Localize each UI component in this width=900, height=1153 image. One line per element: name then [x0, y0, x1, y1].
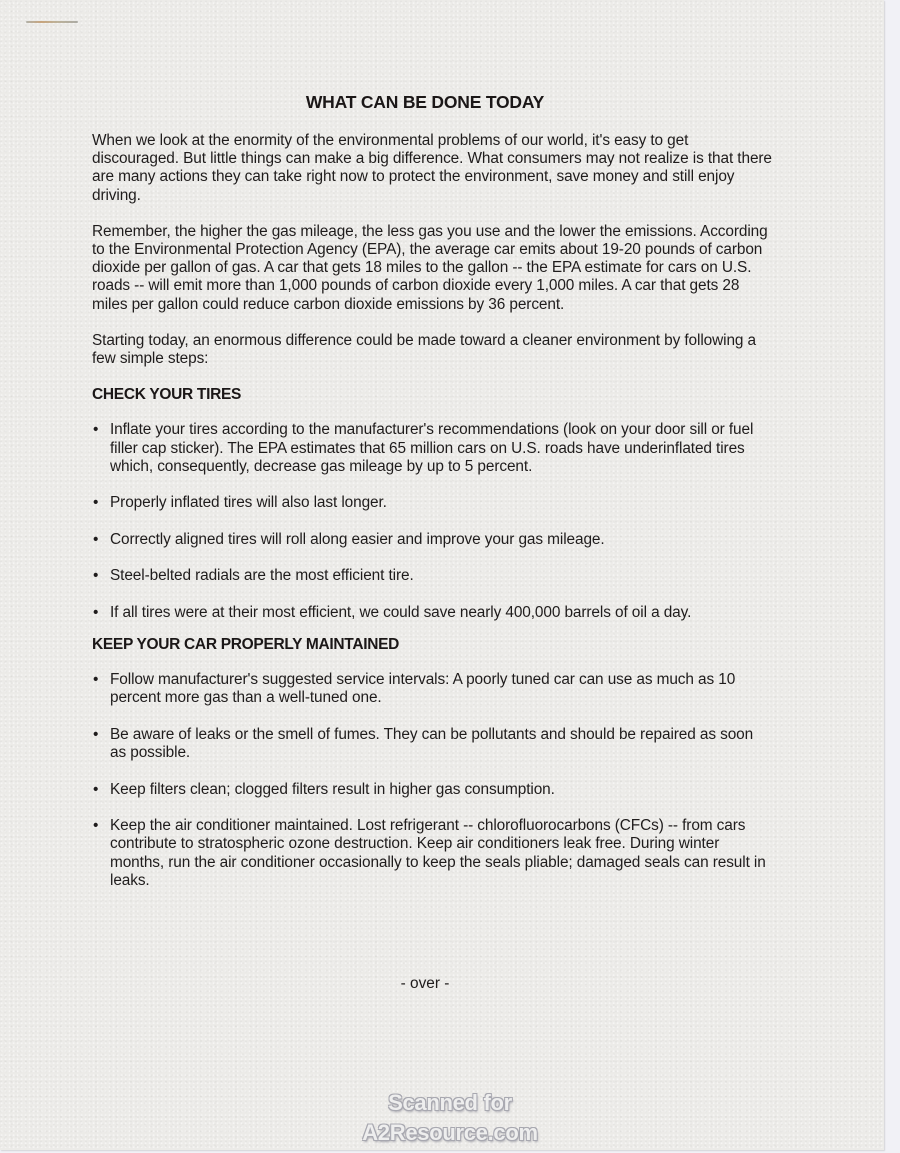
section-heading: CHECK YOUR TIRES: [92, 386, 242, 404]
page-continuation-note: - over -: [400, 975, 450, 992]
list-item: [92, 604, 772, 622]
section-check-tires: [92, 386, 772, 622]
bullet-list: [92, 421, 772, 622]
bullet-icon: •: [93, 817, 99, 835]
bullet-list: [92, 671, 772, 890]
scan-watermark: [330, 1088, 570, 1148]
page-title: WHAT CAN BE DONE TODAY: [305, 92, 545, 112]
bullet-icon: •: [93, 603, 99, 621]
list-item-text: Keep filters clean; clogged filters result in higher gas consumption.: [110, 780, 555, 798]
list-item-text: Correctly aligned tires will roll along easier and improve your gas mileage.: [110, 530, 605, 548]
intro-paragraph-1: When we look at the enormity of the environmental problems of our world, it's easy to get discouraged. But little things can make a big difference. What consumers may not realize is that there are many actions they can take right now to protect the environment, save money and still enjoy driving.: [92, 132, 772, 204]
bullet-icon: •: [93, 530, 99, 548]
bullet-icon: •: [93, 725, 99, 743]
list-item: [92, 494, 772, 512]
bullet-icon: •: [93, 494, 99, 512]
bullet-icon: •: [93, 421, 99, 439]
list-item-text: Keep the air conditioner maintained. Lost refrigerant -- chlorofluorocarbons (CFCs) -- from cars contribute to stratospheric ozone destruction. Keep air conditioners leak free. During winter months, run the air conditioner occasionally to keep the seals pliable; damaged seals can result in leaks.: [110, 817, 766, 889]
scan-scratch-mark: [26, 21, 78, 23]
list-item-text: Follow manufacturer's suggested service intervals: A poorly tuned car can use as much as 10 percent more gas than a well-tuned one.: [110, 671, 736, 707]
list-item-text: Properly inflated tires will also last longer.: [110, 494, 387, 512]
document-body: [92, 132, 772, 908]
list-item: [92, 531, 772, 549]
list-item: [92, 781, 772, 799]
intro-paragraph-3: Starting today, an enormous difference could be made toward a cleaner environment by following a few simple steps:: [92, 331, 756, 368]
section-maintenance: [92, 636, 772, 890]
watermark-line-2: A2Resource.com: [362, 1120, 538, 1145]
list-item: [92, 817, 772, 890]
bullet-icon: •: [93, 780, 99, 798]
list-item: [92, 421, 772, 476]
section-heading: KEEP YOUR CAR PROPERLY MAINTAINED: [92, 636, 400, 654]
list-item: [92, 671, 772, 707]
list-item-text: If all tires were at their most efficient, we could save nearly 400,000 barrels of oil a day.: [110, 603, 692, 621]
list-item: [92, 726, 772, 762]
list-item-text: Inflate your tires according to the manufacturer's recommendations (look on your door sill or fuel filler cap sticker). The EPA estimates that 65 million cars on U.S. roads have underinflated tires which, consequently, decrease gas mileage by up to 5 percent.: [110, 421, 754, 475]
list-item-text: Steel-belted radials are the most efficient tire.: [110, 567, 414, 585]
list-item-text: Be aware of leaks or the smell of fumes. They can be pollutants and should be repaired as soon as possible.: [110, 725, 754, 762]
intro-paragraph-2: Remember, the higher the gas mileage, the less gas you use and the lower the emissions. According to the Environmental Protection Agency (EPA), the average car emits about 19-20 pounds of carbon dioxide per gallon of gas. A car that gets 18 miles to the gallon -- the EPA estimate for cars on U.S. roads -- will emit more than 1,000 pounds of carbon dioxide every 1,000 miles. A car that gets 28 miles per gallon could reduce carbon dioxide emissions by 36 percent.: [92, 222, 768, 313]
watermark-line-1: Scanned for: [388, 1090, 512, 1115]
bullet-icon: •: [93, 567, 99, 585]
bullet-icon: •: [93, 671, 99, 689]
list-item: [92, 567, 772, 585]
